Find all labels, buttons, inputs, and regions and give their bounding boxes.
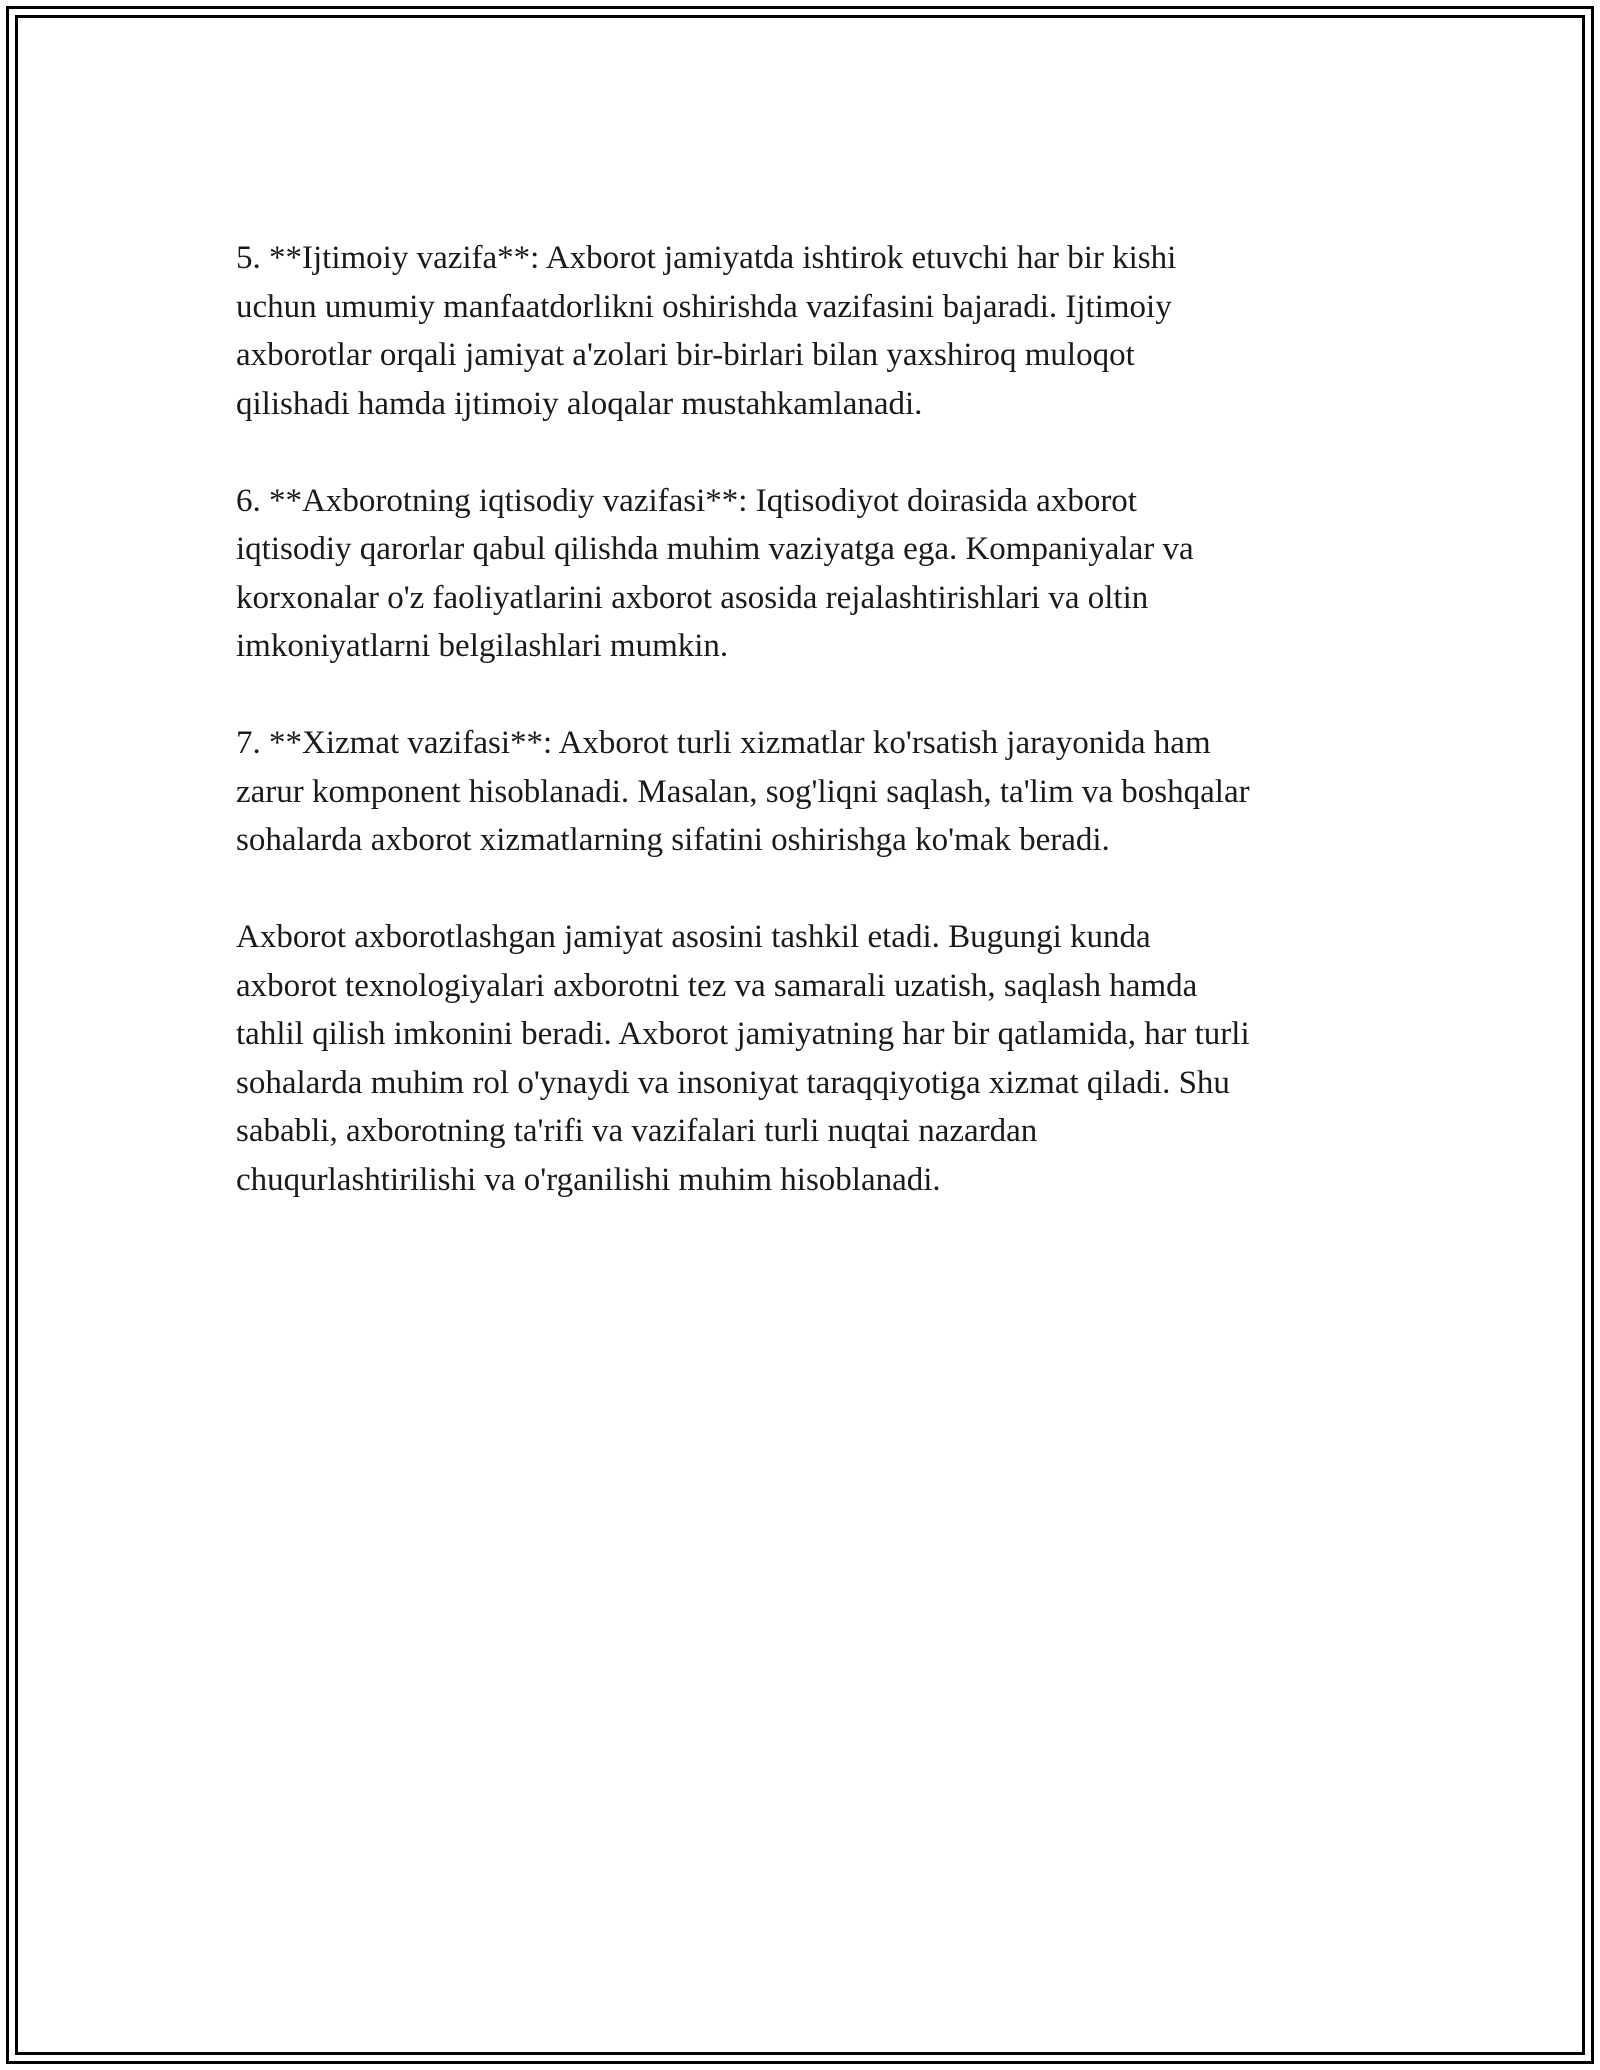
paragraph-social-function: 5. **Ijtimoiy vazifa**: Axborot jamiyatda ishtirok etuvchi har bir kishi uchun umumiy manfaatdorlikni oshirishda vazifasini bajaradi. Ijtimoiy axborotlar orqali jamiyat a'zolari bir-birlari bilan yaxshiroq muloqot qilishadi hamda ijtimoiy aloqalar mustahkamlanadi.	[236, 240, 1177, 422]
document-body	[236, 234, 1376, 1204]
paragraph-service-function: 7. **Xizmat vazifasi**: Axborot turli xizmatlar ko'rsatish jarayonida ham zarur komponent hisoblanadi. Masalan, sog'liqni saqlash, ta'lim va boshqalar sohalarda axborot xizmatlarning sifatini oshirishga ko'mak beradi.	[236, 725, 1250, 858]
paragraph-conclusion: Axborot axborotlashgan jamiyat asosini tashkil etadi. Bugungi kunda axborot texnologiyalari axborotni tez va samarali uzatish, saqlash hamda tahlil qilish imkonini beradi. Axborot jamiyatning har bir qatlamida, har turli sohalarda muhim rol o'ynaydi va insoniyat taraqqiyotiga xizmat qiladi. Shu sababli, axborotning ta'rifi va vazifalari turli nuqtai nazardan chuqurlashtirilishi va o'rganilishi muhim hisoblanadi.	[236, 919, 1250, 1198]
paragraph-economic-function: 6. **Axborotning iqtisodiy vazifasi**: Iqtisodiyot doirasida axborot iqtisodiy qarorlar qabul qilishda muhim vaziyatga ega. Kompaniyalar va korxonalar o'z faoliyatlarini axborot asosida rejalashtirishlari va oltin imkoniyatlarni belgilashlari mumkin.	[236, 482, 1194, 664]
